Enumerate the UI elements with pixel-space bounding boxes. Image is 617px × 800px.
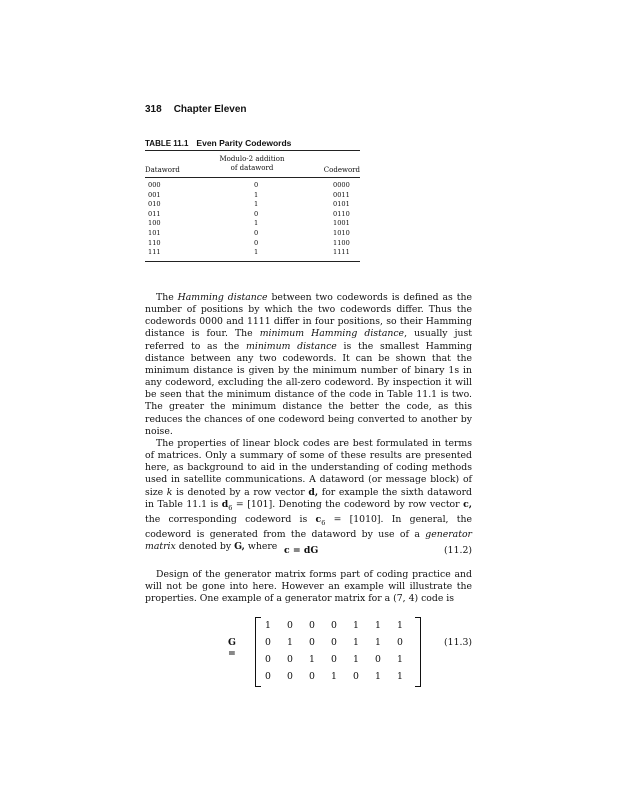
table-row (145, 239, 360, 249)
table-header-rule (145, 177, 360, 178)
table-header-modulo2: Modulo-2 addition of dataword (219, 155, 285, 172)
codeword-cell: 0110 (333, 209, 350, 218)
matrix-entry: 0 (331, 637, 337, 648)
table-row (145, 219, 360, 229)
paragraph-hamming: The Hamming distance between two codewords is defined as the number of positions by which the two codewords differ. Thus the codewords 0000 and 1111 differ in four positions, so their Hamming distance is four. The minimum Hamming distance, usually just referred to as the minimum distance is the smallest Hamming distance between any two codewords. It can be shown that the minimum distance is given by the minimum number of binary 1s in any codeword, excluding the all-zero codeword. By inspection it will be seen that the minimum distance of the code in Table 11.1 is two. The greater the minimum distance the better the code, as this reduces the chances of one codeword being converted to another by noise. (145, 292, 472, 437)
table-row (145, 210, 360, 220)
dataword-cell: 111 (148, 248, 161, 257)
chapter-title: Chapter Eleven (173, 104, 247, 115)
equation-number-11-2: (11.2) (444, 545, 472, 556)
matrix-entry: 1 (397, 654, 403, 665)
page-number: 318 (145, 104, 162, 115)
modulo2-cell: 0 (254, 238, 259, 247)
codeword-cell: 1001 (333, 219, 350, 228)
matrix-entry: 1 (287, 637, 293, 648)
codeword-cell: 0000 (333, 181, 350, 189)
table-caption (145, 138, 291, 148)
matrix-entry: 1 (375, 671, 381, 682)
paragraph-generator-design: Design of the generator matrix forms part of coding practice and will not be gone into here. However an example will illustrate the properties. One example of a generator matrix for a (7, 4) code is (145, 569, 472, 605)
dataword-cell: 110 (148, 238, 161, 247)
matrix-entry: 0 (397, 637, 403, 648)
term-minimum-distance: minimum distance (246, 340, 337, 352)
table-header-dataword: Dataword (145, 166, 180, 174)
term-minimum-hamming-distance: minimum Hamming distance (259, 328, 405, 340)
modulo2-cell: 1 (254, 190, 259, 199)
table-row (145, 200, 360, 210)
matrix-entry: 0 (265, 671, 271, 682)
dataword-cell: 000 (148, 181, 161, 189)
right-bracket (415, 617, 421, 687)
modulo2-cell: 0 (254, 209, 259, 218)
codeword-cell: 1010 (333, 228, 350, 237)
dataword-cell: 100 (148, 219, 161, 228)
term-generator-matrix: generator matrix (145, 528, 472, 552)
matrix-entry: 1 (353, 620, 359, 631)
body-text-block-1 (145, 292, 472, 553)
dataword-cell: 101 (148, 228, 161, 237)
matrix-entry: 1 (265, 620, 271, 631)
table-row (145, 248, 360, 258)
codeword-cell: 0011 (333, 190, 350, 199)
matrix-entry: 0 (287, 654, 293, 665)
modulo2-cell: 1 (254, 248, 259, 257)
matrix-entry: 1 (353, 637, 359, 648)
table-body (145, 181, 360, 258)
matrix-entry: 0 (309, 637, 315, 648)
table-header-codeword: Codeword (323, 166, 360, 174)
matrix-entry: 0 (309, 671, 315, 682)
modulo2-cell: 1 (254, 200, 259, 209)
matrix-entry: 0 (353, 671, 359, 682)
matrix-entry: 0 (331, 620, 337, 631)
body-text-block-2 (145, 569, 472, 605)
table-bottom-rule (145, 261, 360, 262)
matrix-label: G = (228, 637, 236, 659)
codeword-cell: 1100 (333, 238, 350, 247)
left-bracket (255, 617, 261, 687)
generator-matrix (255, 617, 421, 685)
table-label: TABLE 11.1 (145, 139, 189, 148)
term-hamming-distance: Hamming distance (177, 292, 268, 303)
matrix-entry: 0 (331, 654, 337, 665)
matrix-entry: 0 (265, 654, 271, 665)
matrix-entry: 0 (287, 671, 293, 682)
matrix-entry: 1 (375, 620, 381, 631)
dataword-cell: 010 (148, 200, 161, 209)
matrix-entry: 0 (375, 654, 381, 665)
matrix-entry: 1 (397, 671, 403, 682)
matrix-entry: 0 (265, 637, 271, 648)
table-row (145, 229, 360, 239)
matrix-entry: 1 (375, 637, 381, 648)
running-head (145, 104, 247, 115)
table-top-rule (145, 150, 360, 151)
paragraph-linear-block-codes: The properties of linear block codes are best formulated in terms of matrices. Only a summary of some of these results are presented here, as background to aid in the understanding of coding methods used in satellite communications. A dataword (or message block) of size k is denoted by a row vector d, for example the sixth dataword in Table 11.1 is $d_6 = [101]$. Denoting the codeword by row vector c, the corresponding codeword is $c_6 = [1010]$. In general, the codeword is generated from the dataword by use of a generator matrix denoted by G, where (145, 437, 472, 552)
table-row (145, 191, 360, 201)
matrix-entry: 0 (287, 620, 293, 631)
codeword-cell: 1111 (333, 248, 350, 257)
modulo2-cell: 0 (254, 228, 259, 237)
modulo2-cell: 0 (254, 181, 259, 189)
codeword-cell: 0101 (333, 200, 350, 209)
equation-11-2: c = dG (284, 545, 319, 556)
matrix-entry: 1 (353, 654, 359, 665)
matrix-entry: 1 (397, 620, 403, 631)
matrix-entry: 0 (309, 620, 315, 631)
dataword-cell: 001 (148, 190, 161, 199)
table-title: Even Parity Codewords (196, 138, 292, 148)
matrix-entry: 1 (331, 671, 337, 682)
dataword-cell: 011 (148, 209, 161, 218)
equation-number-11-3: (11.3) (444, 637, 472, 648)
matrix-entry: 1 (309, 654, 315, 665)
modulo2-cell: 1 (254, 219, 259, 228)
table-row (145, 181, 360, 191)
